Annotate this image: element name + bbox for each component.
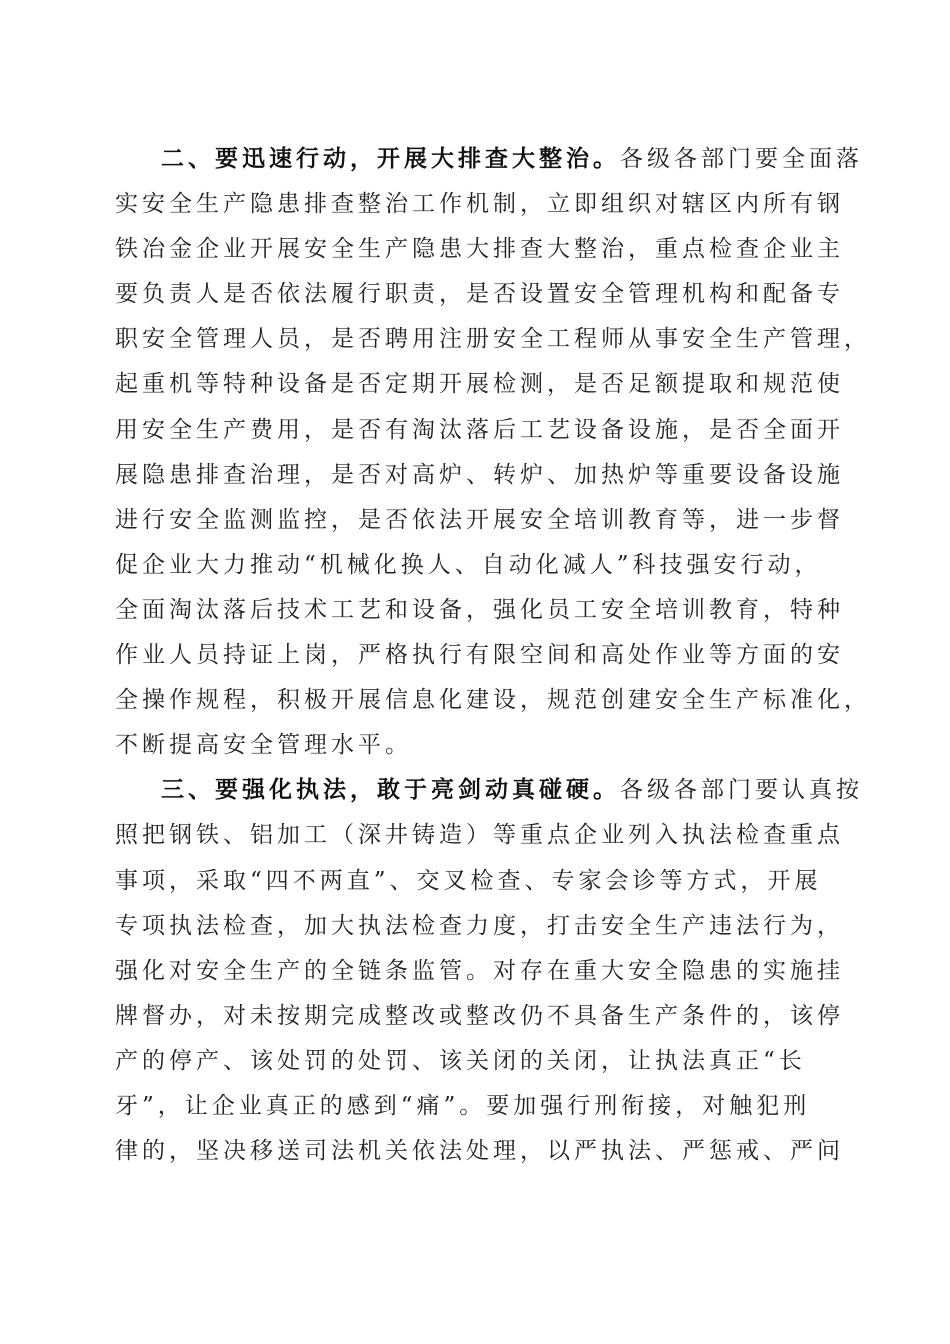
paragraph-2 (115, 137, 871, 768)
paragraph-2-line-6: 起重机等特种设备是否定期开展检测，是否足额提取和规范使 (115, 371, 844, 398)
paragraph-3-line-9: 律的，坚决移送司法机关依法处理，以严执法、严惩戒、严问 (115, 1138, 844, 1165)
paragraph-3-line-7: 产的停产、该处罚的处罚、该关闭的关闭，让执法真正“长 (115, 1047, 806, 1074)
paragraph-2-line-1 (115, 137, 863, 182)
paragraph-2-line-8: 展隐患排查治理，是否对高炉、转炉、加热炉等重要设备设施 (115, 461, 844, 488)
paragraph-2-line-9: 进行安全监测监控，是否依法开展安全培训教育等，进一步督 (115, 506, 844, 533)
paragraph-3-line-1 (115, 768, 863, 813)
paragraph-2-heading: 二、要迅速行动，开展大排查大整治。 (161, 146, 620, 172)
paragraph-2-line-3: 铁冶金企业开展安全生产隐患大排查大整治，重点检查企业主 (115, 236, 844, 263)
paragraph-3-line-3: 事项，采取“四不两直”、交叉检查、专家会诊等方式，开展 (115, 867, 822, 894)
paragraph-2-line-7: 用安全生产费用，是否有淘汰落后工艺设备设施，是否全面开 (115, 416, 844, 443)
paragraph-3-heading: 三、要强化执法，敢于亮剑动真碰硬。 (161, 777, 620, 804)
paragraph-2-line-2: 实安全生产隐患排查整治工作机制，立即组织对辖区内所有钢 (115, 191, 844, 218)
paragraph-2-line-14: 不断提高安全管理水平。 (115, 732, 412, 759)
paragraph-3-line-8: 牙”，让企业真正的感到“痛”。要加强行刑衔接，对触犯刑 (115, 1092, 811, 1119)
document-body (115, 137, 871, 1174)
paragraph-2-line-10: 促企业大力推动“机械化换人、自动化减人”科技强安行动， (115, 551, 822, 578)
paragraph-2-line-12: 作业人员持证上岗，严格执行有限空间和高处作业等方面的安 (115, 642, 844, 669)
paragraph-3-line-6: 牌督办，对未按期完成整改或整改仍不具备生产条件的，该停 (115, 1002, 844, 1029)
paragraph-3-line-4: 专项执法检查，加大执法检查力度，打击安全生产违法行为， (115, 912, 844, 939)
paragraph-3-text: 各级各部门要认真按 (620, 777, 863, 804)
paragraph-2-line-5: 职安全管理人员，是否聘用注册安全工程师从事安全生产管理， (115, 326, 871, 353)
paragraph-3-line-2: 照把钢铁、铝加工（深井铸造）等重点企业列入执法检查重点 (115, 822, 844, 849)
paragraph-2-line-13: 全操作规程，积极开展信息化建设，规范创建安全生产标准化， (115, 687, 871, 714)
paragraph-2-line-4: 要负责人是否依法履行职责，是否设置安全管理机构和配备专 (115, 281, 844, 308)
paragraph-2-text: 各级各部门要全面落 (620, 146, 863, 172)
paragraph-3-line-5: 强化对安全生产的全链条监管。对存在重大安全隐患的实施挂 (115, 957, 844, 984)
paragraph-3 (115, 768, 863, 1174)
paragraph-2-line-11: 全面淘汰落后技术工艺和设备，强化员工安全培训教育，特种 (115, 596, 844, 623)
